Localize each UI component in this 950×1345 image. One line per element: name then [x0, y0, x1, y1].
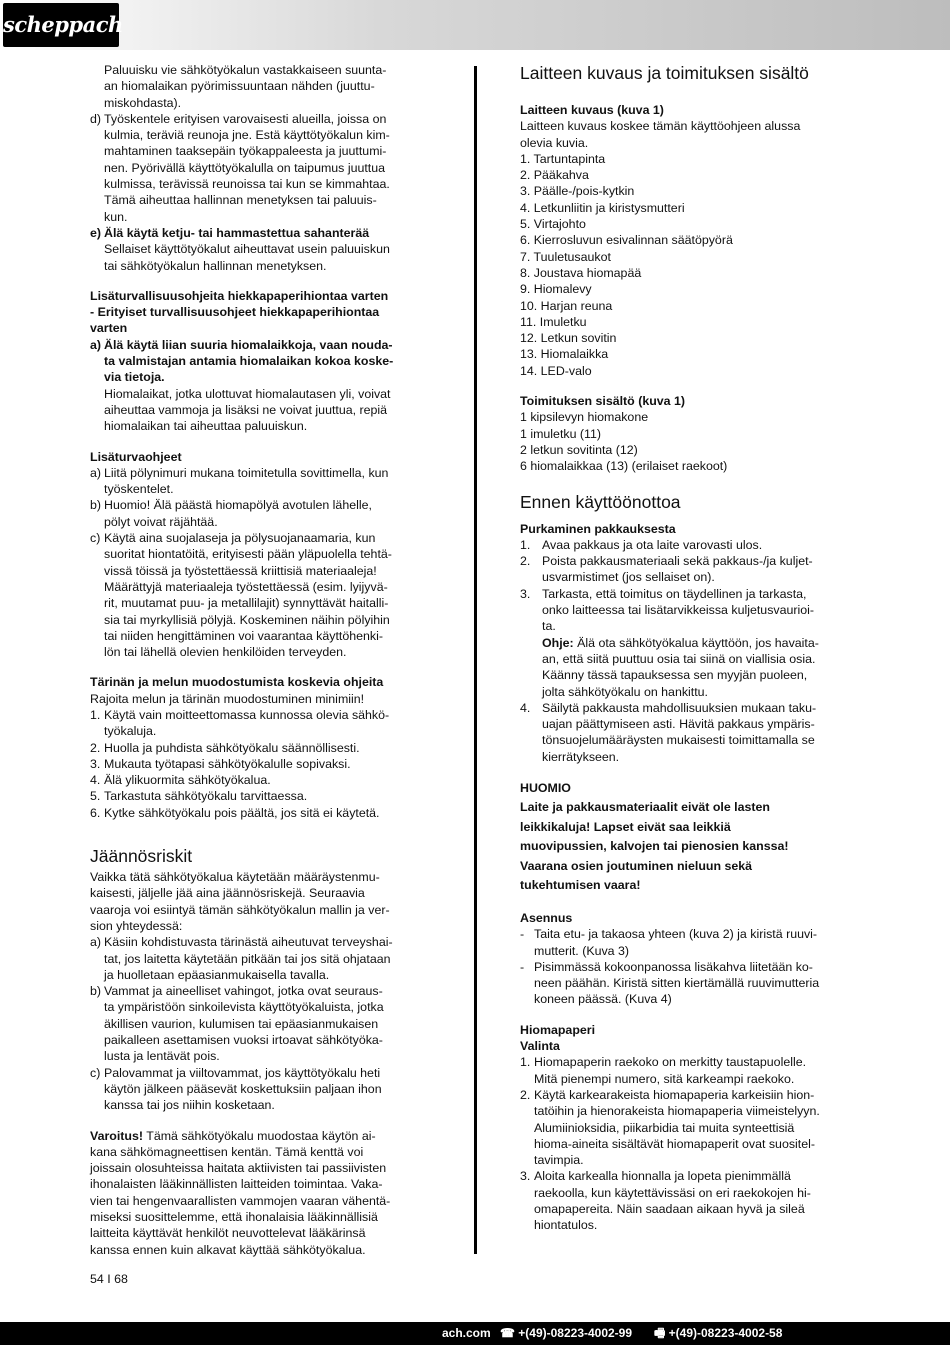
safety-item-e: e) Älä käytä ketju- tai hammastettua sahanterää Sellaiset käyttötyökalut aiheuttavat usein paluuiskun tai sähkötyökalun hallinnan menetyksen.	[90, 225, 390, 273]
part-item: 6. Kierrosluvun esivalinnan säätöpyörä	[520, 233, 733, 248]
unpacking-list	[520, 537, 865, 765]
website-link[interactable]: ach.com	[442, 1326, 491, 1340]
before-use-title: Ennen käyttöönottoa	[520, 491, 681, 512]
scope-list	[520, 409, 865, 474]
list-item: 3. Mukauta työtapasi sähkötyökalulle sopivaksi.	[90, 756, 351, 771]
part-item: 13. Hiomalaikka	[520, 347, 609, 362]
column-divider	[474, 66, 477, 1254]
fax-number: 🖷 +(49)-08223-4002-58	[654, 1326, 783, 1340]
sandpaper-heading: Hiomapaperi	[520, 1022, 596, 1037]
list-item: 4. Älä ylikuormita sähkötyökalua.	[90, 773, 271, 788]
part-item: 9. Hiomalevy	[520, 282, 592, 297]
list-item: a) Käsiin kohdistuvasta tärinästä aiheutuvat terveyshai- tat, jos laitetta käytetään pitkään tai jos sitä ohjataan ja huolletaan epäasianmukaisella tavalla.	[90, 935, 393, 982]
part-item: 11. Imuletku	[520, 314, 587, 329]
scope-item: 1 imuletku (11)	[520, 426, 602, 441]
safety-item-d: d) Työskentele erityisen varovaisesti alueilla, joissa on kulmia, teräviä reunoja jne. Estä käyttötyökalun kim- mahtaminen taaksepäin työkappaleesta ja juuttumi- nen. Pyörivällä käyttötyökalulla on taipumus juuttua kulmissa, terävissä reunoissa tai kun se kimmahtaa. Tämä aiheuttaa hallinnan menetyksen tai paluuis- kun.	[90, 111, 390, 224]
left-column	[90, 62, 430, 1258]
residual-risks-intro: Vaikka tätä sähkötyökalua käytetään määräystenmu- kaisesti, jäljelle jää aina jäännösriskejä. Seuraavia vaaroja voi esiintyä tämän sähkötyökalun mallin ja ver- sion yhteydessä:	[90, 870, 390, 933]
part-item: 2. Pääkahva	[520, 168, 589, 183]
list-item: c) Palovammat ja viiltovammat, jos käyttötyökalu heti käytön jälkeen pääsevät koskettuksiin paljaan ihon kanssa tai jos niihin kosketaan.	[90, 1065, 382, 1113]
part-item: 3. Päälle-/pois-kytkin	[520, 184, 635, 199]
selection-heading: Valinta	[520, 1039, 560, 1054]
part-item: 5. Virtajohto	[520, 217, 586, 232]
part-item: 8. Joustava hiomapää	[520, 265, 642, 280]
list-item: 4. Säilytä pakkausta mahdollisuuksien mukaan taku- uajan päättymiseen asti. Hävitä pakkaus ympäris- tönsuojelumääräysten mukaisesti toimittamalla se kierrätykseen.	[520, 700, 817, 764]
parts-list	[520, 151, 865, 379]
sanding-item-a: a) Älä käytä liian suuria hiomalaikkoja, vaan nouda- ta valmistajan antamia hiomalaikan kokoa koske- via tietoja. Hiomalaikat, jotka ulottuvat hiomalautasen yli, voivat aiheuttaa vammoja ja lisäksi ne voivat juuttua, repiä hiomalaikan tai aiheuttaa paluuiskun.	[90, 337, 394, 434]
list-item: 1. Hiomapaperin raekoko on merkitty taustapuolelle. Mitä pienempi numero, sitä karkeampi raekoko.	[520, 1055, 807, 1086]
list-item: 1. Avaa pakkaus ja ota laite varovasti ulos.	[520, 537, 763, 552]
extra-safety-list	[90, 465, 430, 661]
unpacking-heading: Purkaminen pakkauksesta	[520, 521, 676, 536]
footer-bar	[0, 1322, 950, 1345]
list-item: 6. Kytke sähkötyökalu pois päältä, jos sitä ei käytetä.	[90, 805, 380, 820]
part-item: 4. Letkunliitin ja kiristysmutteri	[520, 200, 685, 215]
list-item: c) Käytä aina suojalaseja ja pölysuojanaamaria, kun suoritat hiontatöitä, erityisesti pään yläpuolella tehtä- vissä töissä ja työstettäessä kriittisiä materiaaleja! Määrättyjä materiaaleja työstettäessä (esim. lyijyvä- rit, muutamat puu- ja metallilajit) synnyttävät haitalli- sia tai myrkyllisiä pölyjä. Koskeminen näihin pölyihin tai niiden hengittäminen voi vaarantaa käyttöhenki- lön tai lähellä olevien henkilöiden terveyden.	[90, 531, 392, 660]
vibration-heading: Tärinän ja melun muodostumista koskevia ohjeita	[90, 675, 384, 690]
child-safety-warning: HUOMIO Laite ja pakkausmateriaalit eivät ole lasten leikkikaluja! Lapset eivät saa leikkiä muovipussien, kalvojen tai pienosien kanssa! Vaarana osien joutuminen nieluun sekä tukehtumisen vaara!	[520, 780, 789, 893]
device-description-heading: Laitteen kuvaus (kuva 1)	[520, 103, 664, 117]
page-number: 54 I 68	[90, 1272, 128, 1286]
sanding-safety-heading: Lisäturvallisuusohjeita hiekkapaperihiontaa varten - Erityiset turvallisuusohjeet hiekkapaperihiontaa varten	[90, 288, 389, 336]
scheppach-logo: scheppach	[3, 3, 119, 47]
list-item: 2. Poista pakkausmateriaali sekä pakkaus-/ja kuljet- usvarmistimet (jos sellaiset on).	[520, 554, 813, 585]
right-column: Laitteen kuvaus ja toimituksen sisältö Laitteen kuvaus (kuva 1) Laitteen kuvaus koskee tämän käyttöohjeen alussa olevia kuvia. 1. Tartuntapinta 2. Pääkahva 3. Päälle-/pois-kytkin 4. Letkunliitin ja kiristysmutteri 5. Virtajohto 6. Kierrosluvun esivalinnan säätöpyörä 7. Tuuletusaukot 8. Joustava hiomapää 9. Hiomalevy 10. Harjan reuna 11. Imuletku 12. Letkun sovitin 13. Hiomalaikka 14. LED-valo Toimituksen sisältö (kuva 1) 1 kipsilevyn hiomakone 1 imuletku (11) 2 letkun sovitinta (12) 6 hiomalaikkaa (13) (erilaiset raekoot) Ennen käyttöönottoa Purkaminen pakkauksesta 1. Avaa pakkaus ja ota laite varovasti ulos. 2. Poista pakkausmateriaali sekä pakkaus-/ja kuljet- usvarmistimet (jos sellaiset on). 3. Tarkasta, että toimitus on täydellinen ja tarkasta, onko laitteessa tai lisätarvikkeissa kuljetusvaurioi- ta. Ohje: Älä ota sähkötyökalua käyttöön, jos havaita- an, että siitä puuttuu osia tai siinä on viallisia osia. Käänny tässä tapauksessa sen myyjän puoleen, jolta sähkötyökalu on hankittu. 4. Säilytä pakkausta mahdollisuuksien mukaan taku- uajan päättymiseen asti. Hävitä pakkaus ympäris- tönsuojelumääräysten mukaisesti toimittamalla se kierrätykseen. HUOMIO Laite ja pakkausmateriaalit eivät ole lasten leikkikaluja! Lapset eivät saa leikkiä muovipussien, kalvojen tai pienosien kanssa! Vaarana osien joutuminen nieluun sekä tukehtumisen vaara! Asennus - Taita etu- ja takaosa yhteen (kuva 2) ja kiristä ruuvi- mutterit. (Kuva 3) - Pisimmässä kokoonpanossa lisäkahva liitetään ko- neen päähän. Kiristä sitten kiertämällä ruuvimutteria koneen päässä. (Kuva 4) Hiomapaperi Valinta 1. Hiomapaperin raekoko on merkitty taustapuolelle. Mitä pienempi numero, sitä karkeampi raekoko. 2. Käytä karkearakeista hiomapaperia karkeisiin hion- tatöihin ja hienorakeista hiomapaperia viimeistelyyn. Alumiinioksidia, piikarbidia tai muita synteettisiä hioma-aineita sisältävät hiomapaperit ovat suositel- tavimpia. 3. Aloita karkealla hionnalla ja lopeta pienimmällä raekoolla, kun käytettävissäsi on eri raekokojen hi- omapapereita. Näin saadaan aikaan hyvä ja sileä hiontatulos.	[520, 62, 865, 1234]
list-item: - Taita etu- ja takaosa yhteen (kuva 2) ja kiristä ruuvi- mutterit. (Kuva 3)	[520, 927, 818, 958]
header-bar	[0, 0, 950, 50]
list-item: 1. Käytä vain moitteettomassa kunnossa olevia sähkö- työkaluja.	[90, 707, 390, 739]
list-item: 3. Aloita karkealla hionnalla ja lopeta pienimmällä raekoolla, kun käytettävissäsi on eri raekokojen hi- omapapereita. Näin saadaan aikaan hyvä ja sileä hiontatulos.	[520, 1169, 811, 1233]
part-item: 14. LED-valo	[520, 363, 592, 378]
assembly-list	[520, 926, 865, 1007]
part-item: 7. Tuuletusaukot	[520, 249, 611, 264]
scope-of-delivery-heading: Toimituksen sisältö (kuva 1)	[520, 394, 686, 409]
list-item: 3. Tarkasta, että toimitus on täydellinen ja tarkasta, onko laitteessa tai lisätarvikkeissa kuljetusvaurioi- ta. Ohje: Älä ota sähkötyökalua käyttöön, jos havaita- an, että siitä puuttuu osia tai siinä on viallisia osia. Käänny tässä tapauksessa sen myyjän puoleen, jolta sähkötyökalu on hankittu.	[520, 586, 819, 699]
list-item: 2. Huolla ja puhdista sähkötyökalu säännöllisesti.	[90, 740, 360, 755]
list-item: b) Huomio! Älä päästä hiomapölyä avotulen lähelle, pölyt voivat räjähtää.	[90, 498, 372, 529]
list-item: a) Liitä pölynimuri mukana toimitetulla sovittimella, kun työskentelet.	[90, 465, 389, 497]
scope-item: 6 hiomalaikkaa (13) (erilaiset raekoot)	[520, 459, 728, 474]
list-item: 2. Käytä karkearakeista hiomapaperia karkeisiin hion- tatöihin ja hienorakeista hiomapaperia viimeistelyyn. Alumiinioksidia, piikarbidia tai muita synteettisiä hioma-aineita sisältävät hiomapaperit ovat suositel- tavimpia.	[520, 1087, 820, 1168]
residual-risks-title: Jäännösriskit	[90, 846, 193, 867]
list-item: 5. Tarkastuta sähkötyökalu tarvittaessa.	[90, 789, 308, 804]
selection-list	[520, 1054, 865, 1233]
assembly-heading: Asennus	[520, 910, 573, 925]
scope-item: 1 kipsilevyn hiomakone	[520, 410, 649, 425]
list-item: - Pisimmässä kokoonpanossa lisäkahva liitetään ko- neen päähän. Kiristä sitten kiertämällä ruuvimutteria koneen päässä. (Kuva 4)	[520, 959, 820, 1007]
part-item: 12. Letkun sovitin	[520, 331, 617, 346]
continued-paragraph: Paluuisku vie sähkötyökalun vastakkaiseen suunta- an hiomalaikan pyörimissuuntaan nähden (juuttu- miskohdasta).	[104, 63, 387, 110]
phone-number: ☎ +(49)-08223-4002-99	[500, 1326, 633, 1340]
vibration-list	[90, 707, 430, 821]
scope-item: 2 letkun sovitinta (12)	[520, 442, 638, 457]
part-item: 10. Harjan reuna	[520, 298, 613, 313]
residual-risks-list	[90, 934, 430, 1113]
vibration-intro: Rajoita melun ja tärinän muodostuminen minimiin!	[90, 691, 365, 706]
part-item: 1. Tartuntapinta	[520, 151, 606, 166]
extra-safety-heading: Lisäturvaohjeet	[90, 449, 182, 464]
list-item: b) Vammat ja aineelliset vahingot, jotka ovat seuraus- ta ympäristöön sinkoilevista käyttötyökaluista, jotka äkillisen vaurion, kulumisen tai epäasianmukaisen paikalleen asettamisen vuoksi irtoavat sähkötyöka- lusta ja lentävät pois.	[90, 984, 384, 1064]
device-description-title: Laitteen kuvaus ja toimituksen sisältö	[520, 63, 809, 83]
emf-warning: Varoitus! Tämä sähkötyökalu muodostaa käytön ai- kana sähkömagneettisen kentän. Tämä kenttä voi joissain olosuhteissa haitata aktiivisten tai passiivisten ihonalaisten lääkinnällisten laitteiden toimintaa. Vaka- vien tai hengenvaarallisten vammojen vaaran vähentä- miseksi suosittelemme, että ihonalaisia lääkinnällisiä laitteita käyttävät henkilöt neuvottelevat lääkärinsä kanssa ennen kuin alkavat käyttää sähkötyökalua.	[90, 1128, 391, 1257]
